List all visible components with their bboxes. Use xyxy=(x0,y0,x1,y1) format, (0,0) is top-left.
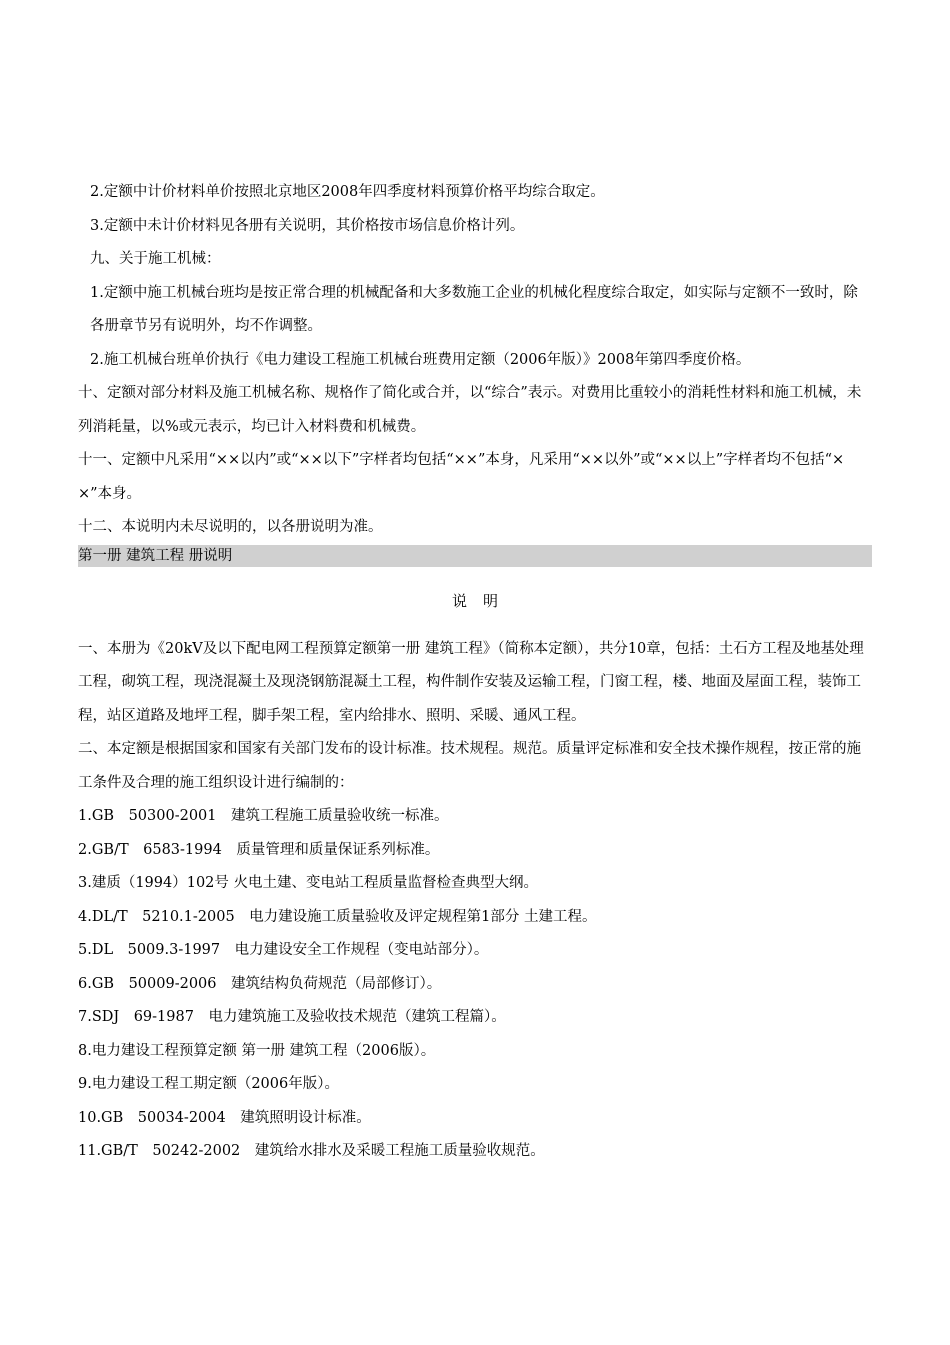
paragraph-scope: 一、本册为《20kV及以下配电网工程预算定额第一册 建筑工程》（简称本定额），共分10章，包括：土石方工程及地基处理工程，砌筑工程，现浇混凝土及现浇钢筋混凝土工程，构件制作安装及运输工程，门窗工程，楼、地面及屋面工程，装饰工程，站区道路及地坪工程，脚手架工程，室内给排水、照明、采暖、通风工程。 xyxy=(78,640,864,724)
document-page xyxy=(78,176,872,1169)
reference-item: 9.电力建设工程工期定额（2006年版）。 xyxy=(78,1076,339,1092)
reference-item: 10.GB 50034-2004 建筑照明设计标准。 xyxy=(78,1109,371,1126)
paragraph-item-11: 十一、定额中凡采用“××以内”或“××以下”字样者均包括“××”本身，凡采用“××以外”或“××以上”字样者均不包括“××”本身。 xyxy=(78,452,845,502)
paragraph-item-12: 十二、本说明内未尽说明的，以各册说明为准。 xyxy=(78,519,383,535)
paragraph-unpriced-material: 3.定额中未计价材料见各册有关说明，其价格按市场信息价格计列。 xyxy=(90,217,525,234)
heading-machinery: 九、关于施工机械： xyxy=(90,251,221,267)
paragraph-machinery-price: 2.施工机械台班单价执行《电力建设工程施工机械台班费用定额（2006年版）》2008年第四季度价格。 xyxy=(90,351,751,368)
reference-item: 6.GB 50009-2006 建筑结构负荷规范（局部修订）。 xyxy=(78,975,442,992)
reference-item: 8.电力建设工程预算定额 第一册 建筑工程（2006版）。 xyxy=(78,1042,436,1059)
paragraph-item-10: 十、定额对部分材料及施工机械名称、规格作了简化或合并，以“综合”表示。对费用比重较小的消耗性材料和施工机械，未列消耗量，以%或元表示，均已计入材料费和机械费。 xyxy=(78,385,862,435)
reference-item: 4.DL/T 5210.1-2005 电力建设施工质量验收及评定规程第1部分 土建工程。 xyxy=(78,908,597,925)
reference-item: 3.建质（1994）102号 火电土建、变电站工程质量监督检查典型大纲。 xyxy=(78,875,539,891)
paragraph-machinery-shift: 1.定额中施工机械台班均是按正常合理的机械配备和大多数施工企业的机械化程度综合取定，如实际与定额不一致时，除各册章节另有说明外，均不作调整。 xyxy=(90,284,858,334)
paragraph-basis: 二、本定额是根据国家和国家有关部门发布的设计标准。技术规程。规范。质量评定标准和安全技术操作规程，按正常的施工条件及合理的施工组织设计进行编制的： xyxy=(78,741,861,791)
reference-item: 1.GB 50300-2001 建筑工程施工质量验收统一标准。 xyxy=(78,808,449,824)
reference-item: 7.SDJ 69-1987 电力建筑施工及验收技术规范（建筑工程篇）。 xyxy=(78,1009,506,1025)
section-banner: 第一册 建筑工程 册说明 xyxy=(78,545,872,567)
paragraph-material-price: 2.定额中计价材料单价按照北京地区2008年四季度材料预算价格平均综合取定。 xyxy=(90,184,605,200)
reference-item: 5.DL 5009.3-1997 电力建设安全工作规程（变电站部分）。 xyxy=(78,942,489,958)
reference-item: 2.GB/T 6583-1994 质量管理和质量保证系列标准。 xyxy=(78,841,440,858)
reference-item: 11.GB/T 50242-2002 建筑给水排水及采暖工程施工质量验收规范。 xyxy=(78,1143,545,1159)
section-title: 说明 xyxy=(451,591,514,610)
